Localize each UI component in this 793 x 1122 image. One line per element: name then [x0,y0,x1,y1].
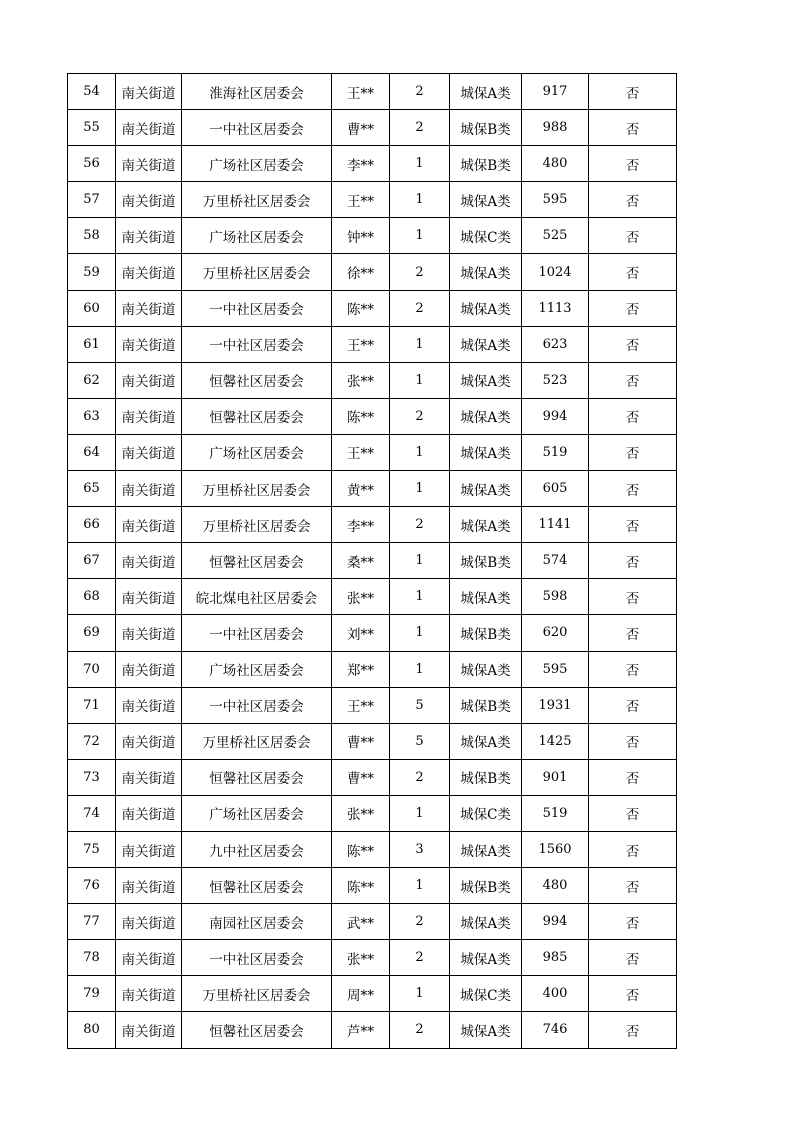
table-row [68,976,677,1012]
community-name: 万里桥社区居委会 [182,182,332,218]
person-name: 王** [332,434,390,470]
benefit-amount: 917 [522,74,589,110]
insurance-type: 城保A类 [450,254,522,290]
household-size: 2 [390,940,450,976]
street-name: 南关街道 [116,326,182,362]
status-flag: 否 [589,362,677,398]
row-number: 72 [68,723,116,759]
insurance-type: 城保B类 [450,146,522,182]
benefit-amount: 480 [522,868,589,904]
community-name: 恒馨社区居委会 [182,398,332,434]
status-flag: 否 [589,146,677,182]
status-flag: 否 [589,326,677,362]
table-row [68,579,677,615]
row-number: 59 [68,254,116,290]
table-row [68,398,677,434]
insurance-type: 城保B类 [450,759,522,795]
street-name: 南关街道 [116,759,182,795]
person-name: 周** [332,976,390,1012]
status-flag: 否 [589,74,677,110]
community-name: 恒馨社区居委会 [182,759,332,795]
benefit-amount: 994 [522,398,589,434]
benefit-amount: 519 [522,434,589,470]
benefit-amount: 988 [522,110,589,146]
records-table [67,73,677,1049]
table-row [68,326,677,362]
table-row [68,831,677,867]
community-name: 恒馨社区居委会 [182,543,332,579]
row-number: 73 [68,759,116,795]
status-flag: 否 [589,831,677,867]
status-flag: 否 [589,543,677,579]
status-flag: 否 [589,110,677,146]
community-name: 万里桥社区居委会 [182,507,332,543]
household-size: 2 [390,254,450,290]
benefit-amount: 525 [522,218,589,254]
community-name: 皖北煤电社区居委会 [182,579,332,615]
table-row [68,507,677,543]
insurance-type: 城保C类 [450,795,522,831]
community-name: 一中社区居委会 [182,110,332,146]
table-row [68,74,677,110]
status-flag: 否 [589,904,677,940]
household-size: 2 [390,74,450,110]
household-size: 2 [390,290,450,326]
street-name: 南关街道 [116,182,182,218]
person-name: 李** [332,507,390,543]
street-name: 南关街道 [116,507,182,543]
community-name: 万里桥社区居委会 [182,723,332,759]
status-flag: 否 [589,434,677,470]
status-flag: 否 [589,398,677,434]
status-flag: 否 [589,507,677,543]
table-row [68,795,677,831]
status-flag: 否 [589,254,677,290]
row-number: 69 [68,615,116,651]
person-name: 王** [332,326,390,362]
person-name: 陈** [332,290,390,326]
person-name: 王** [332,74,390,110]
row-number: 78 [68,940,116,976]
table-row [68,759,677,795]
person-name: 张** [332,940,390,976]
benefit-amount: 400 [522,976,589,1012]
community-name: 南园社区居委会 [182,904,332,940]
status-flag: 否 [589,651,677,687]
street-name: 南关街道 [116,723,182,759]
row-number: 58 [68,218,116,254]
benefit-amount: 746 [522,1012,589,1048]
table-row [68,615,677,651]
benefit-amount: 574 [522,543,589,579]
benefit-amount: 1931 [522,687,589,723]
street-name: 南关街道 [116,218,182,254]
row-number: 62 [68,362,116,398]
insurance-type: 城保B类 [450,543,522,579]
table-row [68,651,677,687]
person-name: 陈** [332,868,390,904]
community-name: 一中社区居委会 [182,687,332,723]
household-size: 1 [390,218,450,254]
row-number: 61 [68,326,116,362]
household-size: 2 [390,110,450,146]
household-size: 1 [390,579,450,615]
benefit-amount: 1141 [522,507,589,543]
status-flag: 否 [589,182,677,218]
row-number: 68 [68,579,116,615]
table-row [68,110,677,146]
household-size: 1 [390,182,450,218]
benefit-amount: 595 [522,651,589,687]
street-name: 南关街道 [116,651,182,687]
insurance-type: 城保B类 [450,868,522,904]
household-size: 1 [390,543,450,579]
status-flag: 否 [589,471,677,507]
community-name: 恒馨社区居委会 [182,362,332,398]
status-flag: 否 [589,687,677,723]
benefit-amount: 985 [522,940,589,976]
table-row [68,940,677,976]
street-name: 南关街道 [116,687,182,723]
community-name: 万里桥社区居委会 [182,471,332,507]
person-name: 陈** [332,831,390,867]
status-flag: 否 [589,1012,677,1048]
benefit-amount: 519 [522,795,589,831]
benefit-amount: 1560 [522,831,589,867]
table-row [68,868,677,904]
row-number: 77 [68,904,116,940]
table-row [68,1012,677,1048]
table-row [68,254,677,290]
street-name: 南关街道 [116,434,182,470]
household-size: 1 [390,326,450,362]
row-number: 71 [68,687,116,723]
street-name: 南关街道 [116,615,182,651]
community-name: 广场社区居委会 [182,146,332,182]
insurance-type: 城保A类 [450,831,522,867]
table-row [68,182,677,218]
insurance-type: 城保A类 [450,940,522,976]
table-body [68,74,677,1049]
benefit-amount: 994 [522,904,589,940]
person-name: 陈** [332,398,390,434]
status-flag: 否 [589,759,677,795]
street-name: 南关街道 [116,290,182,326]
insurance-type: 城保A类 [450,290,522,326]
person-name: 王** [332,687,390,723]
street-name: 南关街道 [116,254,182,290]
person-name: 刘** [332,615,390,651]
insurance-type: 城保A类 [450,362,522,398]
street-name: 南关街道 [116,398,182,434]
table-row [68,687,677,723]
community-name: 九中社区居委会 [182,831,332,867]
household-size: 1 [390,795,450,831]
benefit-amount: 1113 [522,290,589,326]
row-number: 79 [68,976,116,1012]
household-size: 5 [390,723,450,759]
street-name: 南关街道 [116,795,182,831]
household-size: 2 [390,507,450,543]
table-row [68,543,677,579]
insurance-type: 城保B类 [450,687,522,723]
row-number: 57 [68,182,116,218]
table-row [68,904,677,940]
household-size: 2 [390,904,450,940]
benefit-amount: 595 [522,182,589,218]
street-name: 南关街道 [116,362,182,398]
benefit-amount: 480 [522,146,589,182]
insurance-type: 城保A类 [450,398,522,434]
insurance-type: 城保A类 [450,182,522,218]
person-name: 曹** [332,723,390,759]
row-number: 66 [68,507,116,543]
person-name: 王** [332,182,390,218]
community-name: 一中社区居委会 [182,615,332,651]
community-name: 一中社区居委会 [182,940,332,976]
street-name: 南关街道 [116,940,182,976]
insurance-type: 城保C类 [450,976,522,1012]
table-row [68,434,677,470]
insurance-type: 城保A类 [450,434,522,470]
community-name: 广场社区居委会 [182,434,332,470]
household-size: 1 [390,651,450,687]
status-flag: 否 [589,723,677,759]
row-number: 74 [68,795,116,831]
row-number: 63 [68,398,116,434]
household-size: 1 [390,976,450,1012]
household-size: 2 [390,1012,450,1048]
insurance-type: 城保B类 [450,110,522,146]
community-name: 万里桥社区居委会 [182,254,332,290]
status-flag: 否 [589,579,677,615]
row-number: 67 [68,543,116,579]
person-name: 张** [332,795,390,831]
person-name: 黄** [332,471,390,507]
street-name: 南关街道 [116,110,182,146]
benefit-amount: 623 [522,326,589,362]
table-row [68,218,677,254]
insurance-type: 城保A类 [450,74,522,110]
insurance-type: 城保A类 [450,1012,522,1048]
community-name: 广场社区居委会 [182,218,332,254]
benefit-amount: 523 [522,362,589,398]
benefit-amount: 901 [522,759,589,795]
status-flag: 否 [589,795,677,831]
insurance-type: 城保A类 [450,904,522,940]
row-number: 70 [68,651,116,687]
insurance-type: 城保A类 [450,507,522,543]
person-name: 曹** [332,110,390,146]
benefit-amount: 620 [522,615,589,651]
household-size: 1 [390,146,450,182]
status-flag: 否 [589,976,677,1012]
street-name: 南关街道 [116,74,182,110]
household-size: 5 [390,687,450,723]
insurance-type: 城保A类 [450,651,522,687]
row-number: 54 [68,74,116,110]
status-flag: 否 [589,940,677,976]
household-size: 1 [390,362,450,398]
insurance-type: 城保C类 [450,218,522,254]
street-name: 南关街道 [116,543,182,579]
table-row [68,362,677,398]
street-name: 南关街道 [116,1012,182,1048]
household-size: 3 [390,831,450,867]
community-name: 一中社区居委会 [182,326,332,362]
person-name: 徐** [332,254,390,290]
household-size: 1 [390,471,450,507]
row-number: 55 [68,110,116,146]
street-name: 南关街道 [116,579,182,615]
row-number: 60 [68,290,116,326]
household-size: 1 [390,868,450,904]
row-number: 56 [68,146,116,182]
person-name: 曹** [332,759,390,795]
household-size: 1 [390,434,450,470]
benefit-amount: 1425 [522,723,589,759]
community-name: 广场社区居委会 [182,651,332,687]
household-size: 2 [390,398,450,434]
person-name: 郑** [332,651,390,687]
benefit-amount: 1024 [522,254,589,290]
community-name: 广场社区居委会 [182,795,332,831]
street-name: 南关街道 [116,868,182,904]
person-name: 张** [332,579,390,615]
insurance-type: 城保B类 [450,615,522,651]
status-flag: 否 [589,868,677,904]
household-size: 1 [390,615,450,651]
benefit-amount: 598 [522,579,589,615]
community-name: 恒馨社区居委会 [182,868,332,904]
community-name: 一中社区居委会 [182,290,332,326]
person-name: 桑** [332,543,390,579]
table-row [68,723,677,759]
person-name: 武** [332,904,390,940]
street-name: 南关街道 [116,831,182,867]
row-number: 76 [68,868,116,904]
insurance-type: 城保A类 [450,579,522,615]
row-number: 75 [68,831,116,867]
community-name: 万里桥社区居委会 [182,976,332,1012]
community-name: 淮海社区居委会 [182,74,332,110]
person-name: 钟** [332,218,390,254]
table-row [68,146,677,182]
person-name: 李** [332,146,390,182]
household-size: 2 [390,759,450,795]
table-row [68,290,677,326]
row-number: 80 [68,1012,116,1048]
insurance-type: 城保A类 [450,471,522,507]
status-flag: 否 [589,615,677,651]
benefit-amount: 605 [522,471,589,507]
insurance-type: 城保A类 [450,723,522,759]
person-name: 芦** [332,1012,390,1048]
status-flag: 否 [589,218,677,254]
community-name: 恒馨社区居委会 [182,1012,332,1048]
street-name: 南关街道 [116,471,182,507]
row-number: 65 [68,471,116,507]
street-name: 南关街道 [116,146,182,182]
street-name: 南关街道 [116,976,182,1012]
status-flag: 否 [589,290,677,326]
person-name: 张** [332,362,390,398]
row-number: 64 [68,434,116,470]
table-row [68,471,677,507]
insurance-type: 城保A类 [450,326,522,362]
street-name: 南关街道 [116,904,182,940]
